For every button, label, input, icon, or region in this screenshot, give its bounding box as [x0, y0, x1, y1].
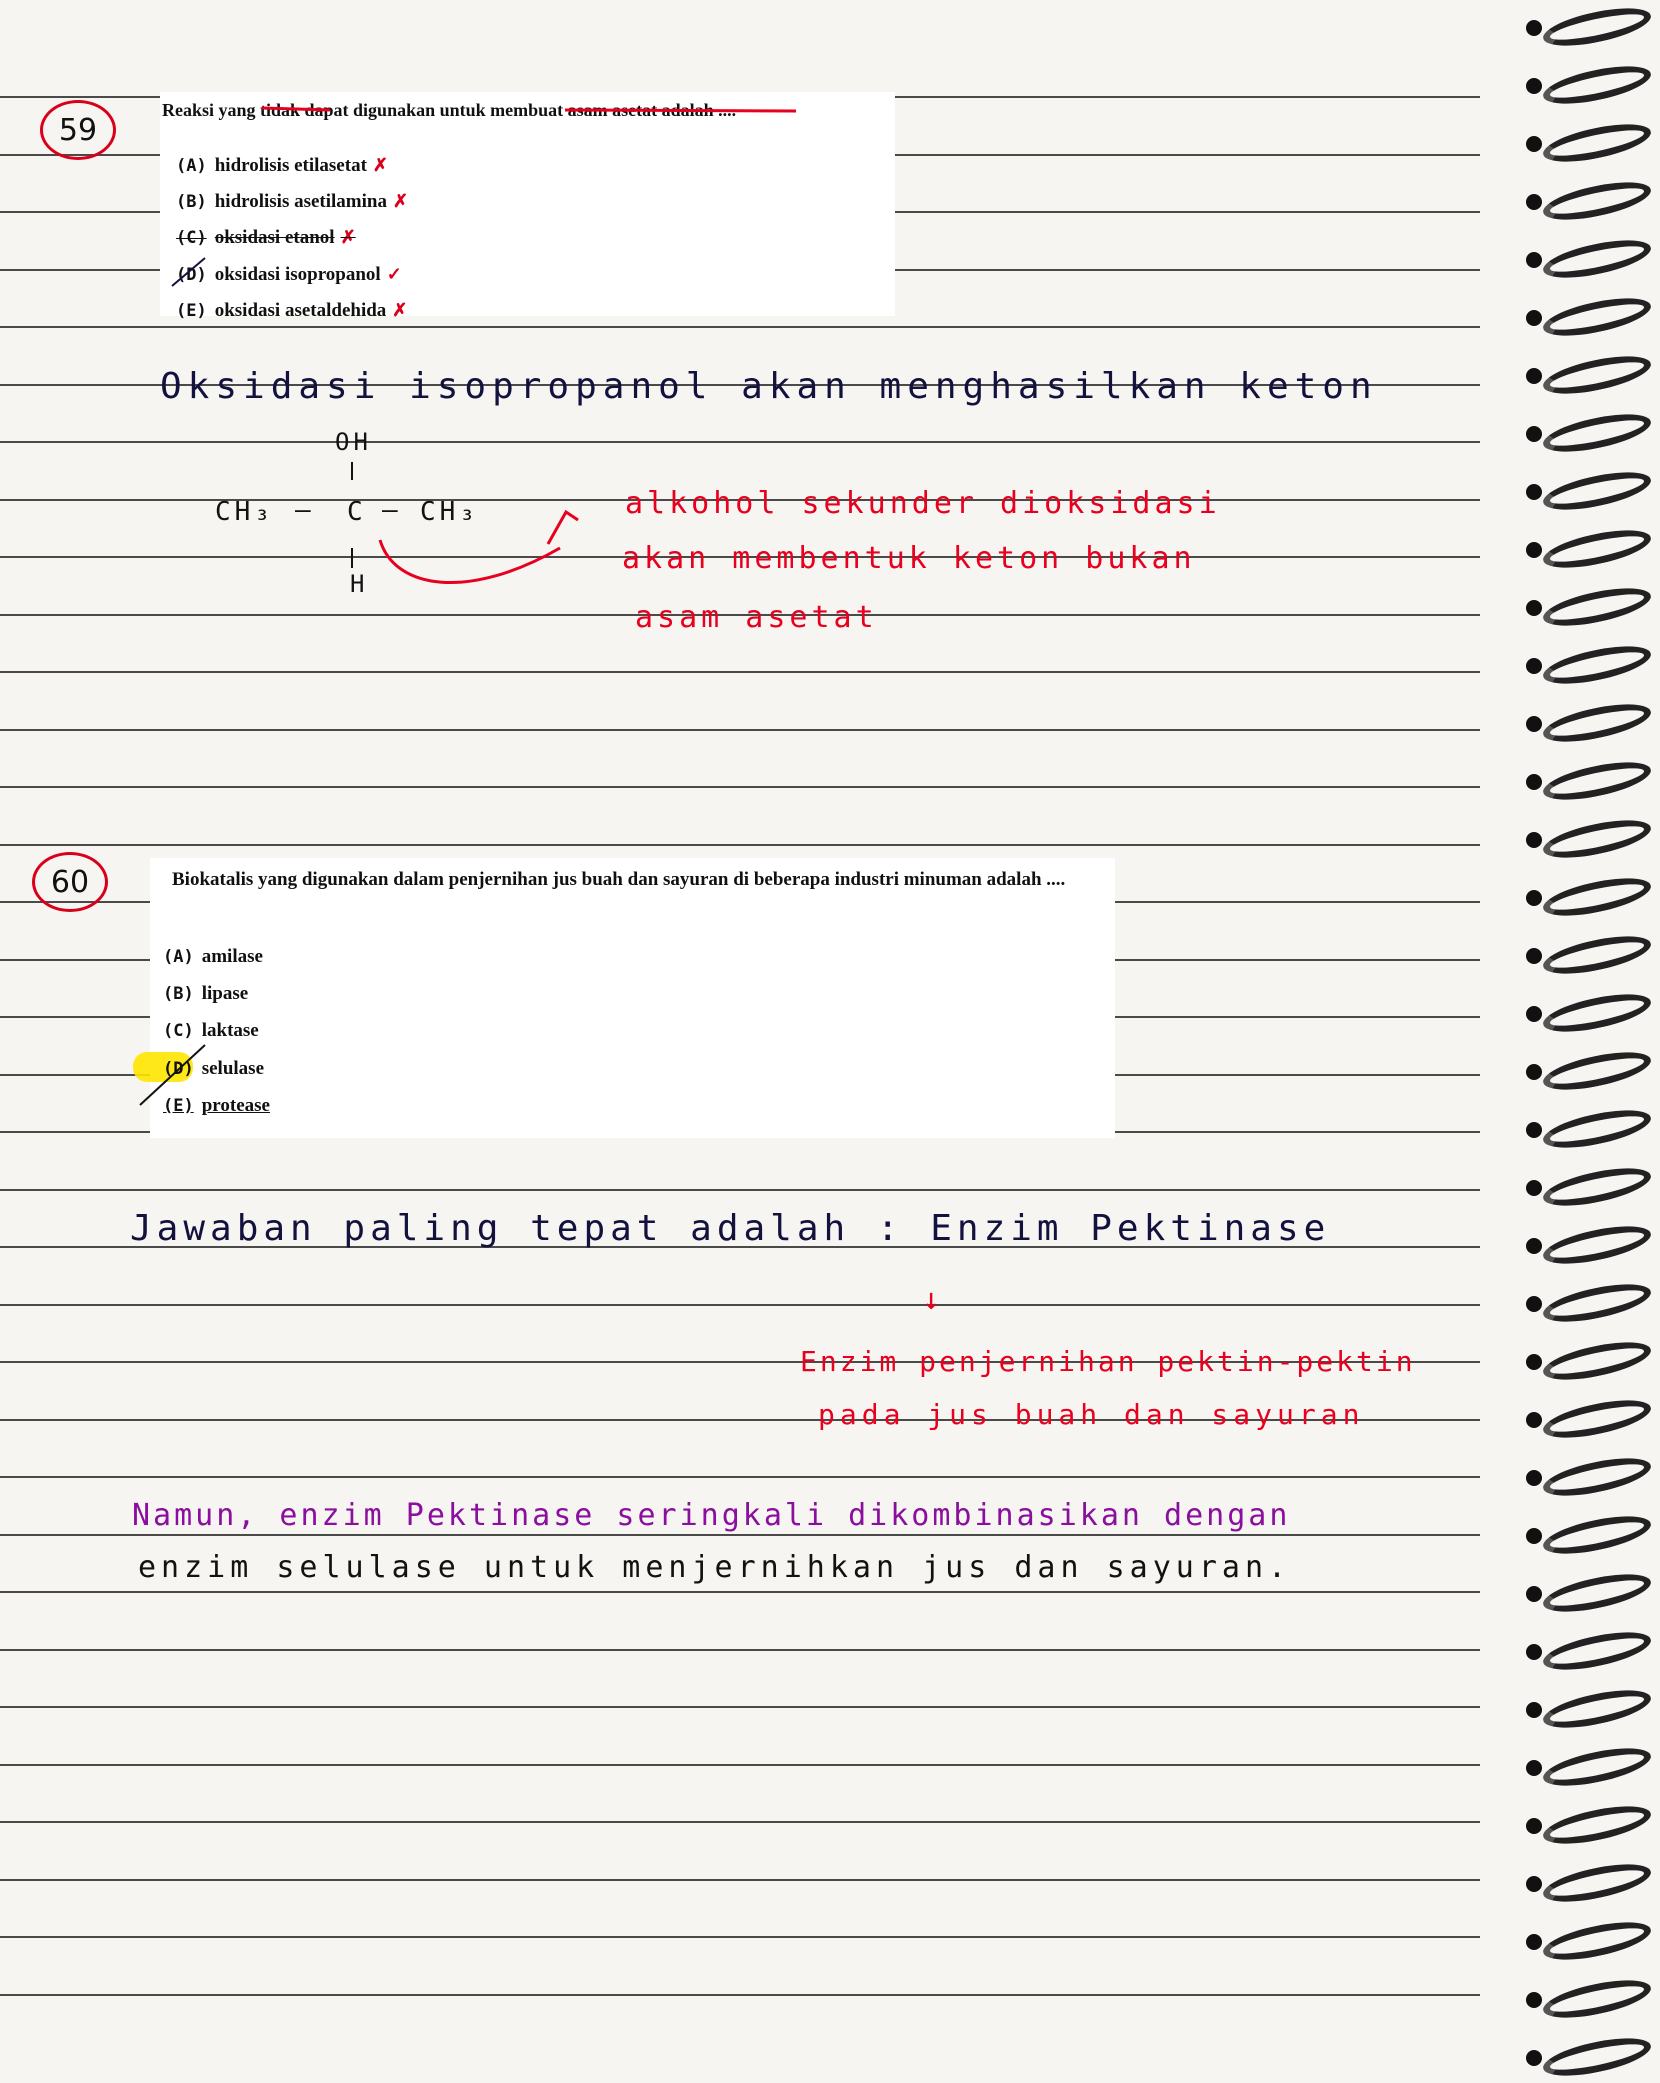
- down-arrow-icon: ↓: [922, 1282, 945, 1317]
- curved-arrow: [380, 540, 560, 583]
- q60-option-b-letter: (B): [163, 984, 194, 1004]
- structure-ch3-left: CH₃: [215, 497, 274, 527]
- structure-oh: OH: [335, 428, 372, 456]
- q59-option-c-letter: (C): [176, 228, 207, 248]
- q60-enzyme-note-line-1: Enzim penjernihan pektin-pektin: [800, 1345, 1416, 1378]
- q59-option-b-letter: (B): [176, 192, 207, 212]
- slash-option-d-59: [172, 258, 205, 286]
- q60-option-e-text: protease: [201, 1095, 270, 1116]
- q60-option-d-letter: (D): [163, 1059, 194, 1079]
- q59-option-e-text: oksidasi asetaldehida: [214, 300, 387, 321]
- question-60-text: Biokatalis yang digunakan dalam penjernihan jus buah dan sayuran di beberapa industri minuman adalah ....: [172, 869, 1066, 890]
- q60-option-b-text: lipase: [201, 983, 249, 1004]
- underline-tidak-dapat: [262, 108, 330, 110]
- structure-bond-right: —: [382, 495, 402, 525]
- q59-option-e-letter: (E): [176, 301, 207, 321]
- q59-option-c-text: oksidasi etanol: [214, 227, 335, 248]
- structure-ch3-right: CH₃: [420, 497, 479, 527]
- slash-option-d-60: [140, 1045, 205, 1105]
- q59-option-a-letter: (A): [176, 156, 207, 176]
- q59-note-line: Oksidasi isopropanol akan menghasilkan keton: [160, 366, 1378, 407]
- structure-bond-left: —: [295, 495, 315, 525]
- q59-explanation-line-1: alkohol sekunder dioksidasi: [625, 486, 1221, 521]
- q59-option-c-cross-icon: ✗: [340, 227, 356, 247]
- q60-option-a-text: amilase: [201, 946, 263, 967]
- q59-explanation-line-3: asam asetat: [635, 600, 878, 635]
- underline-membuat-asam-asetat: [565, 110, 796, 111]
- structure-h: H: [350, 570, 369, 598]
- q60-closing-black: enzim selulase untuk menjernihkan jus dan sayuran.: [138, 1550, 1292, 1585]
- q60-option-c-text: laktase: [201, 1020, 259, 1041]
- q59-option-d-letter: (D): [176, 265, 207, 285]
- q59-option-a-text: hidrolisis etilasetat: [214, 155, 367, 176]
- q60-enzyme-note-line-2: pada jus buah dan sayuran: [818, 1398, 1365, 1431]
- q59-option-d-text: oksidasi isopropanol: [214, 264, 381, 285]
- q60-option-c-letter: (C): [163, 1021, 194, 1041]
- q60-answer-line: Jawaban paling tepat adalah : Enzim Pektinase: [130, 1208, 1331, 1249]
- q59-explanation-line-2: akan membentuk keton bukan: [622, 541, 1196, 576]
- q60-closing-purple: Namun, enzim Pektinase seringkali dikombinasikan dengan: [132, 1498, 1291, 1533]
- arrow-head-icon: [548, 512, 578, 544]
- punch-hole: [1526, 2050, 1542, 2066]
- question-59-number-text: 59: [58, 112, 98, 148]
- q60-option-d-text: selulase: [201, 1058, 264, 1079]
- question-60-number-text: 60: [50, 864, 90, 900]
- structure-carbon: C: [347, 497, 367, 527]
- q59-option-b-cross-icon: ✗: [392, 191, 409, 211]
- q59-option-d-check-icon: ✓: [386, 264, 402, 284]
- q59-option-e-cross-icon: ✗: [392, 300, 408, 320]
- question-59-text: Reaksi yang tidak dapat digunakan untuk membuat asam asetat adalah ....: [162, 100, 737, 120]
- q60-option-a-letter: (A): [163, 947, 194, 967]
- q59-option-a-cross-icon: ✗: [372, 155, 388, 175]
- q59-option-b-text: hidrolisis asetilamina: [214, 191, 387, 212]
- q60-option-e-letter: (E): [163, 1096, 194, 1116]
